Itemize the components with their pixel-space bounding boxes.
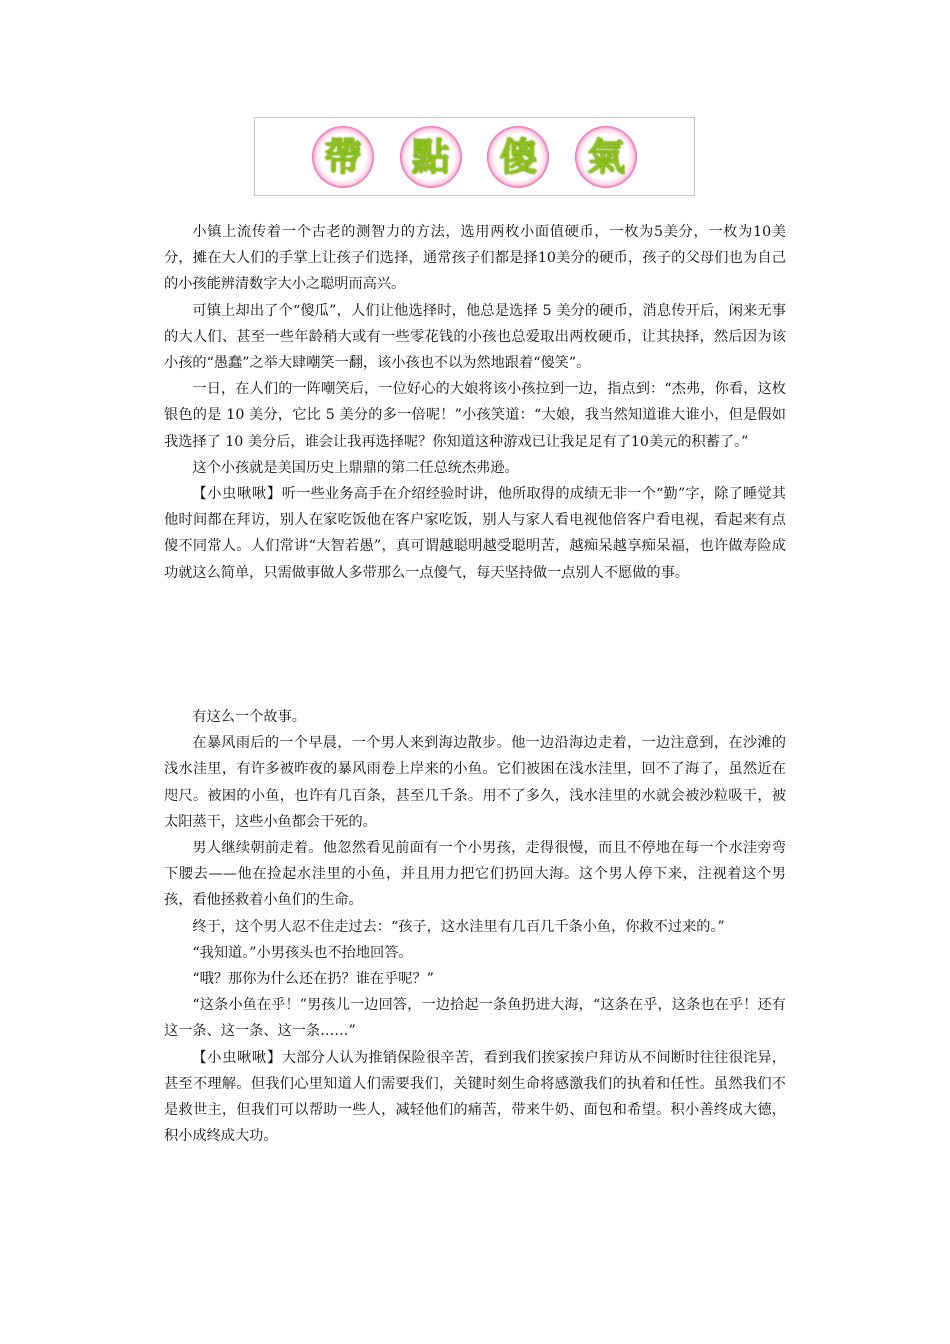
banner-char: 氣 xyxy=(587,134,626,179)
paragraph: 可镇上却出了个“傻瓜”，人们让他选择时，他总是选择 5 美分的硬币，消息传开后，闲来无事的大人们、甚至一些年龄稍大或有一些零花钱的小孩也总爱取出两枚硬币，让其抉择，然后因为该小孩的“愚蠢”之举大肆嘲笑一翻，该小孩也不以为然地跟着“傻笑”。 xyxy=(164,302,786,372)
seal-char-1 xyxy=(312,126,374,188)
commentary-text: 听一些业务高手在介绍经验时讲，他所取得的成绩无非一个“勤”字，除了睡觉其他时间都在拜访，别人在家吃饭他在客户家吃饭，别人与家人看电视他倍客户看电视，看起来有点傻不同常人。人们常讲“大智若愚”，真可谓越聪明越受聪明苦，越痴呆越享痴呆福，也许做寿险成功就这么简单，只需做事做人多带那么一点傻气，每天坚持做一点别人不愿做的事。 xyxy=(164,486,786,581)
paragraph: 男人继续朝前走着。他忽然看见前面有一个小男孩，走得很慢，而且不停地在每一个水洼旁弯下腰去——他在捡起水洼里的小鱼，并且用力把它们扔回大海。这个男人停下来，注视着这个男孩，看他拯救着小鱼们的生命。 xyxy=(164,840,786,909)
paragraph: 终于，这个男人忍不住走过去：“孩子，这水洼里有几百几千条小鱼，你救不过来的。” xyxy=(192,918,725,935)
commentary-tag: 【小虫啾啾】 xyxy=(192,1049,282,1066)
banner-char: 帶 xyxy=(323,134,362,179)
paragraph: 一日，在人们的一阵嘲笑后，一位好心的大娘将该小孩拉到一边，指点到：“杰弗，你看，这枚银色的是 10 美分，它比 5 美分的多一倍呢！”小孩笑道：“大娘，我当然知道谁大谁小，但是假如我选择了 10 美分后，谁会让我再选择呢？你知道这种游戏已让我足足有了10美元的积蓄了。” xyxy=(164,381,786,450)
paragraph: 在暴风雨后的一个早晨，一个男人来到海边散步。他一边沿海边走着，一边注意到，在沙滩的浅水洼里，有许多被昨夜的暴风雨卷上岸来的小鱼。它们被困在浅水洼里，回不了海了，虽然近在咫尺。被困的小鱼，也许有几百条，甚至几千条。用不了多久，浅水洼里的水就会被沙粒吸干，被太阳蒸干，这些小鱼都会干死的。 xyxy=(164,735,786,830)
banner-char: 點 xyxy=(411,134,450,179)
banner-char: 傻 xyxy=(499,134,538,179)
title-banner-image xyxy=(254,117,695,196)
seal-char-4 xyxy=(575,126,637,188)
paragraph: “哦？那你为什么还在扔？谁在乎呢？” xyxy=(192,971,434,988)
paragraph: “我知道。”小男孩头也不抬地回答。 xyxy=(192,944,413,961)
paragraph: 这个小孩就是美国历史上鼎鼎的第二任总统杰弗逊。 xyxy=(192,459,519,476)
commentary-text: 大部分人认为推销保险很辛苦，看到我们挨家挨户拜访从不间断时往往很诧异，甚至不理解。但我们心里知道人们需要我们，关键时刻生命将感激我们的执着和任性。虽然我们不是救世主，但我们可以帮助一些人，减轻他们的痛苦，带来牛奶、面包和希望。积小善终成大德，积小成终成大功。 xyxy=(164,1049,786,1145)
commentary-paragraph xyxy=(164,481,786,586)
seal-char-2 xyxy=(400,126,462,188)
paragraph: “这条小鱼在乎！”男孩儿一边回答，一边拾起一条鱼扔进大海，“这条在乎，这条也在乎！还有这一条、这一条、这一条……” xyxy=(164,997,786,1040)
commentary-paragraph xyxy=(164,1045,786,1150)
story-one xyxy=(164,219,786,586)
story-two xyxy=(164,704,786,1149)
commentary-tag: 【小虫啾啾】 xyxy=(192,486,282,503)
paragraph: 小镇上流传着一个古老的测智力的方法，选用两枚小面值硬币，一枚为5美分，一枚为10美分，摊在大人们的手掌上让孩子们选择，通常孩子们都是择10美分的硬币，孩子的父母们也为自己的小孩能辨清数字大小之聪明而高兴。 xyxy=(164,224,786,293)
paragraph: 有这么一个故事。 xyxy=(192,709,306,725)
seal-char-3 xyxy=(487,126,549,188)
